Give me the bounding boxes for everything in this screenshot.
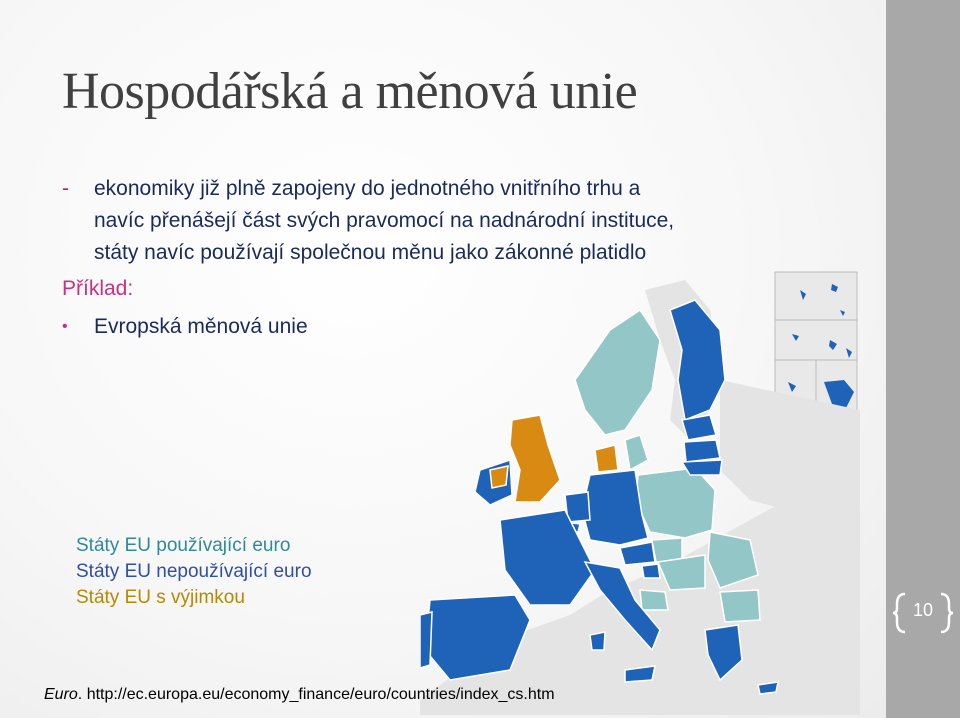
map-inset-panels bbox=[775, 272, 857, 414]
legend-non-euro: Státy EU nepoužívající euro bbox=[76, 561, 312, 582]
slide-title: Hospodářská a měnová unie bbox=[62, 63, 638, 120]
source-title: Euro bbox=[44, 686, 78, 703]
bullet-text: Evropská měnová unie bbox=[94, 315, 308, 338]
source-url: . http://ec.europa.eu/economy_finance/euro/countries/index_cs.htm bbox=[77, 686, 555, 703]
dash-marker: - bbox=[62, 177, 69, 200]
bullet-icon: • bbox=[62, 318, 68, 335]
page-number: 10 bbox=[912, 600, 934, 620]
map-legend bbox=[76, 533, 312, 611]
paragraph-text: ekonomiky již plně zapojeny do jednotného vnitřního trhu a navíc přenášejí část svých pravomocí na nadnárodní instituce, státy navíc používají společnou měnu jako zákonné platidlo bbox=[94, 177, 675, 264]
example-label: Příklad: bbox=[62, 277, 134, 300]
source-citation bbox=[44, 686, 555, 704]
main-paragraph bbox=[62, 173, 682, 269]
europe-euro-map bbox=[420, 270, 860, 715]
page-number-badge bbox=[893, 590, 953, 636]
legend-exemption: Státy EU s výjimkou bbox=[76, 587, 245, 608]
legend-euro: Státy EU používající euro bbox=[76, 535, 291, 556]
